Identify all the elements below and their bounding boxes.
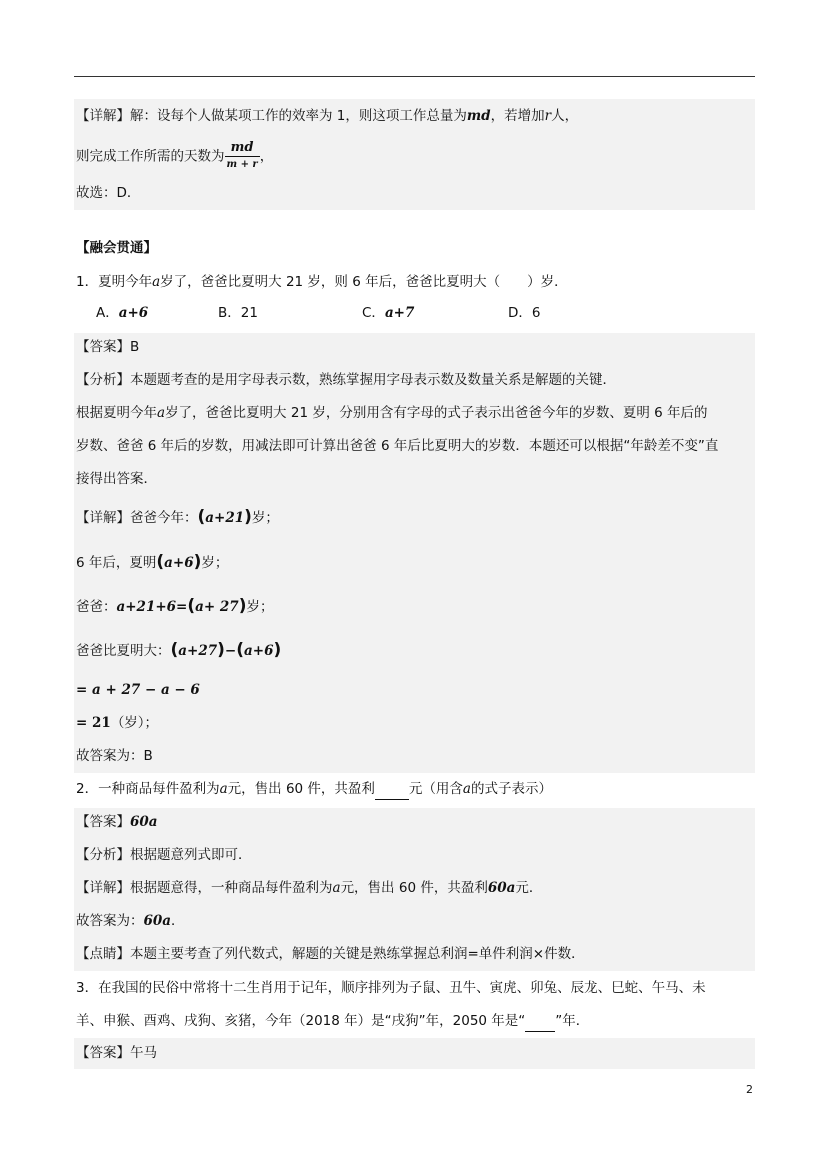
page-number: 2 (746, 1083, 753, 1096)
q2-analysis: 【分析】根据题意列式即可． (76, 847, 252, 863)
q2-final: 故答案为：60a． (76, 913, 185, 929)
q2-answer: 【答案】60a (76, 814, 158, 830)
q3-answer: 【答案】午马 (76, 1045, 157, 1061)
q1-detail-3: 爸爸：a+21+6=(a+ 27)岁； (76, 596, 274, 616)
option-c: C．a+7 (362, 305, 415, 321)
q1-final: 故答案为：B (76, 748, 153, 764)
q1-detail-2: 6 年后，夏明(a+6)岁； (76, 552, 229, 572)
q1-analysis-2: 根据夏明今年a岁了，爸爸比夏明大 21 岁，分别用含有字母的式子表示出爸爸今年的岁数、夏明 6 年后的 (76, 405, 708, 421)
question-2-stem: 2．一种商品每件盈利为a元，售出 60 件，共盈利 元（用含a的式子表示） (76, 779, 552, 800)
header-rule (74, 76, 755, 77)
q2-note: 【点睛】本题主要考查了列代数式，解题的关键是熟练掌握总利润=单件利润×件数． (76, 946, 585, 962)
q2-detail: 【详解】根据题意得，一种商品每件盈利为a元，售出 60 件，共盈利60a元． (76, 880, 543, 896)
answer-blank-q3 (525, 1011, 555, 1032)
q1-detail-6: = 21（岁）； (76, 715, 159, 731)
option-a: A．a+6 (96, 305, 149, 321)
solution-box-q3 (74, 1038, 755, 1069)
q1-analysis-4: 接得出答案． (76, 471, 157, 487)
answer-blank (375, 779, 409, 800)
q1-detail-1: 【详解】爸爸今年：(a+21)岁； (76, 507, 279, 527)
option-d: D．6 (508, 305, 541, 321)
q1-detail-5: = a + 27 − a − 6 (76, 682, 200, 698)
section-title: 【融会贯通】 (76, 240, 157, 256)
option-b: B．21 (218, 305, 258, 321)
choice-line: 故选：D． (76, 185, 141, 201)
question-3-stem-2: 羊、申猴、酉鸡、戌狗、亥猪，今年（2018 年）是“戌狗”年，2050 年是“ ”年． (76, 1011, 589, 1032)
q1-analysis-1: 【分析】本题题考查的是用字母表示数，熟练掌握用字母表示数及数量关系是解题的关键． (76, 372, 616, 388)
question-3-stem-1: 3．在我国的民俗中常将十二生肖用于记年，顺序排列为子鼠、丑牛、寅虎、卯兔、辰龙、巳蛇、午马、未 (76, 980, 706, 996)
detail-line-2: 则完成工作所需的天数为 $\frac{md}{m + r}$ ， (76, 140, 273, 173)
detail-line-1: 【详解】解：设每个人做某项工作的效率为 1，则这项工作总量为md，若增加r人， (76, 108, 579, 124)
q1-analysis-3: 岁数、爸爸 6 年后的岁数，用减法即可计算出爸爸 6 年后比夏明大的岁数．本题还可以根据“年龄差不变”直 (76, 438, 719, 454)
q1-answer: 【答案】B (76, 339, 140, 355)
fraction: $\frac{md}{m + r}$ (226, 140, 258, 170)
question-1-stem: 1．夏明今年a岁了，爸爸比夏明大 21 岁，则 6 年后，爸爸比夏明大（ ）岁． (76, 274, 568, 290)
q1-detail-4: 爸爸比夏明大：(a+27)−(a+6) (76, 640, 282, 660)
